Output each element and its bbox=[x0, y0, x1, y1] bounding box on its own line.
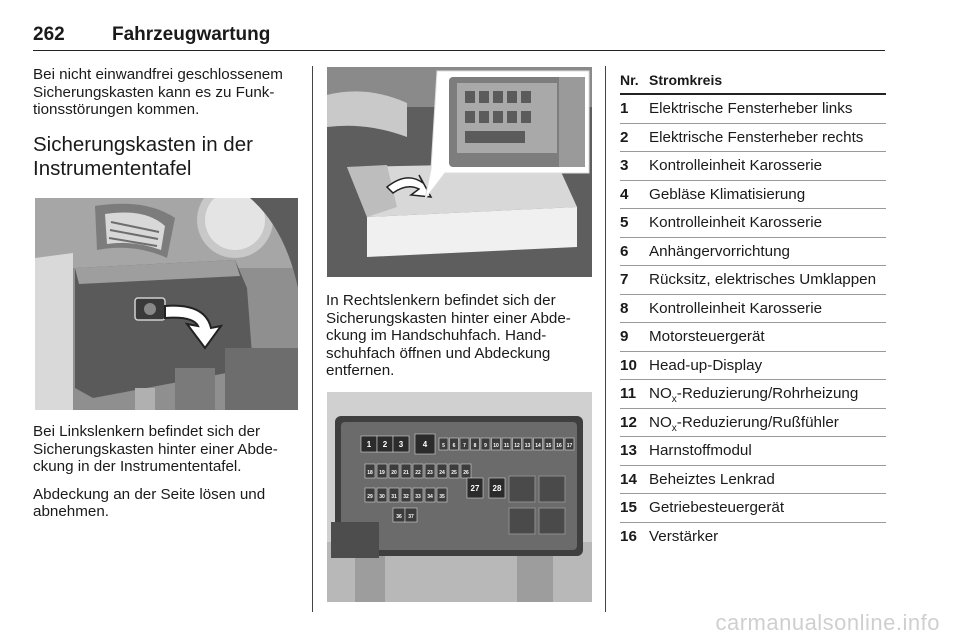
row-nr: 15 bbox=[620, 499, 637, 516]
row-text bbox=[649, 385, 886, 406]
column-left-text bbox=[33, 423, 301, 521]
fuse-label: 9 bbox=[484, 443, 487, 449]
row-nr: 7 bbox=[620, 271, 629, 288]
fuse-label: 3 bbox=[398, 440, 404, 449]
row-nr: 5 bbox=[620, 214, 629, 231]
row-text: Anhängervorrichtung bbox=[649, 242, 790, 260]
row-nr: 11 bbox=[620, 385, 637, 402]
table-row bbox=[620, 295, 886, 324]
fuse-label: 14 bbox=[535, 443, 541, 449]
row-text: Getriebesteuergerät bbox=[649, 499, 785, 516]
table-row bbox=[620, 437, 886, 466]
row-nr: 4 bbox=[620, 185, 629, 203]
row-text: Verstärker bbox=[649, 527, 719, 545]
section-heading: Sicherungskasten in der Instrumententafel bbox=[33, 132, 253, 180]
column-divider-2 bbox=[605, 66, 606, 612]
fuse-label: 10 bbox=[493, 443, 499, 449]
fuse-label: 34 bbox=[427, 494, 433, 500]
fuse-label: 32 bbox=[403, 494, 409, 500]
row-nr: 1 bbox=[620, 100, 629, 117]
fuse-label: 24 bbox=[439, 470, 445, 476]
fuse-label: 13 bbox=[524, 443, 531, 449]
row-nr: 10 bbox=[620, 356, 637, 374]
table-row bbox=[620, 95, 886, 124]
fuse-label: 5 bbox=[442, 443, 445, 449]
table-row bbox=[620, 380, 886, 409]
relay-block bbox=[509, 508, 535, 534]
fuse-label: 30 bbox=[379, 494, 385, 500]
row-text: Gebläse Klimatisierung bbox=[649, 185, 806, 203]
table-row bbox=[620, 466, 886, 495]
row-text: Harnstoffmodul bbox=[649, 442, 752, 459]
fuse-label: 19 bbox=[379, 470, 385, 476]
row-text: Kontrolleinheit Karosserie bbox=[649, 214, 823, 231]
glovebox-cover-illustration bbox=[327, 67, 592, 277]
row-text-sub: x bbox=[671, 422, 677, 434]
row-text-pre: NO bbox=[649, 385, 672, 402]
page-number: 262 bbox=[33, 24, 65, 45]
remove-cover-paragraph: Abdeckung an der Seite lösen und abnehmen. bbox=[33, 485, 266, 521]
fuse-label: 37 bbox=[408, 514, 414, 520]
header-circuit: Stromkreis bbox=[649, 72, 723, 88]
fuse-label: 7 bbox=[463, 443, 466, 449]
intro-paragraph: Bei nicht einwandfrei geschlossenem Sicherungskasten kann es zu Funk-tionsstörungen kommen. bbox=[33, 66, 283, 119]
row-text-pre: NO bbox=[649, 413, 672, 431]
dashboard-cover-illustration bbox=[35, 198, 298, 410]
row-text: Motorsteuergerät bbox=[649, 328, 765, 345]
fuse-box-diagram bbox=[327, 392, 592, 602]
row-nr: 6 bbox=[620, 242, 629, 260]
watermark: carmanualsonline.info bbox=[715, 610, 940, 635]
table-row bbox=[620, 124, 886, 153]
fuse-label: 28 bbox=[492, 484, 502, 493]
fuse-label: 20 bbox=[391, 470, 397, 476]
fuse-label: 15 bbox=[545, 443, 552, 449]
fuse-label: 27 bbox=[470, 484, 480, 493]
fuse-label: 29 bbox=[367, 494, 373, 500]
row-nr: 14 bbox=[620, 470, 637, 488]
relay-block bbox=[539, 476, 565, 502]
fuse-label: 8 bbox=[473, 443, 477, 449]
rhd-paragraph: In Rechtslenkern befindet sich der Sicherungskasten hinter einer Abde-ckung im Handschuhfach. Hand-schuhfach öffnen und Abdeckung entfernen. bbox=[326, 292, 571, 380]
fuse-label: 33 bbox=[415, 494, 421, 500]
table-row bbox=[620, 409, 886, 438]
row-nr: 2 bbox=[620, 128, 629, 146]
relay-block bbox=[539, 508, 565, 534]
fuse-label: 18 bbox=[367, 470, 373, 476]
row-text: Elektrische Fensterheber rechts bbox=[649, 128, 864, 146]
row-nr: 9 bbox=[620, 328, 629, 345]
table-row bbox=[620, 323, 886, 352]
table-row bbox=[620, 494, 886, 523]
row-text: Kontrolleinheit Karosserie bbox=[649, 299, 823, 317]
row-text: Beheiztes Lenkrad bbox=[649, 470, 775, 488]
fuse-label: 17 bbox=[566, 443, 573, 449]
fuse-label: 11 bbox=[503, 443, 510, 449]
fuse-label: 31 bbox=[391, 494, 397, 500]
fuse-label: 6 bbox=[452, 443, 456, 449]
row-text-sub: x bbox=[671, 394, 677, 406]
relay-block bbox=[509, 476, 535, 502]
column-middle-text bbox=[326, 292, 594, 380]
fuse-label: 25 bbox=[451, 470, 457, 476]
fuse-label: 12 bbox=[514, 443, 520, 449]
row-text bbox=[649, 414, 886, 432]
row-text: Kontrolleinheit Karosserie bbox=[649, 157, 823, 174]
fuse-label: 16 bbox=[556, 443, 562, 449]
header-nr: Nr. bbox=[620, 72, 639, 88]
chapter-title: Fahrzeugwartung bbox=[112, 24, 271, 45]
table-row bbox=[620, 181, 886, 210]
lhd-paragraph: Bei Linkslenkern befindet sich der Sicherungskasten hinter einer Abde-ckung in der Instrumententafel. bbox=[33, 423, 278, 476]
row-text: Head-up-Display bbox=[649, 356, 763, 374]
table-row bbox=[620, 352, 886, 381]
table-row bbox=[620, 152, 886, 181]
fuse-label: 36 bbox=[396, 514, 402, 520]
column-left bbox=[33, 66, 301, 181]
row-nr: 13 bbox=[620, 442, 637, 459]
table-row bbox=[620, 209, 886, 238]
page-header bbox=[33, 22, 885, 51]
fuse-label: 2 bbox=[382, 440, 388, 449]
table-row bbox=[620, 266, 886, 295]
fuse-label: 21 bbox=[403, 470, 409, 476]
row-text-post: -Reduzierung/Rußfühler bbox=[676, 413, 839, 431]
row-nr: 3 bbox=[620, 157, 629, 174]
fuse-label: 1 bbox=[366, 440, 372, 449]
table-row bbox=[620, 238, 886, 267]
fuse-label: 4 bbox=[422, 440, 428, 449]
column-divider-1 bbox=[312, 66, 313, 612]
fuse-label: 22 bbox=[415, 470, 421, 476]
fuse-label: 35 bbox=[439, 494, 445, 500]
row-text-post: -Reduzierung/Rohrheizung bbox=[676, 385, 859, 402]
row-text: Elektrische Fensterheber links bbox=[649, 100, 853, 117]
row-text: Rücksitz, elektrisches Umklappen bbox=[649, 271, 877, 288]
fuse-label: 26 bbox=[463, 470, 469, 476]
table-header bbox=[620, 69, 886, 95]
table-row bbox=[620, 523, 886, 551]
fuse-label: 23 bbox=[427, 470, 433, 476]
row-nr: 16 bbox=[620, 527, 637, 545]
fuse-table bbox=[620, 69, 886, 550]
row-nr: 8 bbox=[620, 299, 629, 317]
row-nr: 12 bbox=[620, 413, 637, 431]
